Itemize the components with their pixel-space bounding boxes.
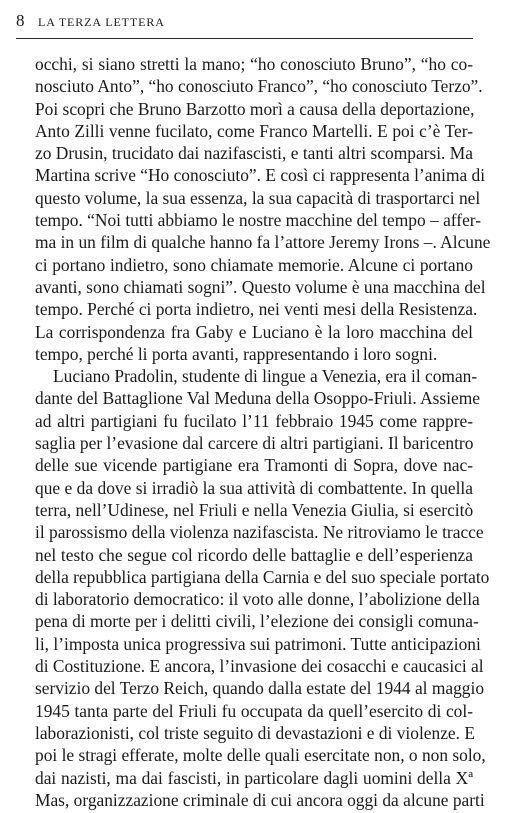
text-line: tempo. Perché ci porta indietro, nei venti mesi della Resistenza.	[35, 299, 478, 320]
text-line: avanti, sono chiamati sogni”. Questo volume è una macchina del	[35, 276, 486, 297]
text-line: pena di morte per i delitti civili, l’elezione dei consigli comuna-	[35, 611, 479, 632]
text-line: occhi, si siano stretti la mano; “ho conosciuto Bruno”, “ho co-	[35, 54, 473, 74]
text-line: di laboratorio democratico: il voto alle donne, l’abolizione della	[35, 589, 480, 610]
text-line: terra, nell’Udinese, nel Friuli e nella Venezia Giulia, si esercitò	[35, 499, 474, 520]
text-line: ad altri partigiani fu fucilato l’11 febbraio 1945 come rappre-	[35, 410, 473, 431]
text-line: nosciuto Anto”, “ho conosciuto Franco”, “ho conosciuto Terzo”.	[35, 76, 483, 97]
paragraph	[35, 365, 490, 811]
running-header-title: LA TERZA LETTERA	[38, 15, 165, 29]
text-line: li, l’imposta unica progressiva sui patrimoni. Tutte anticipazioni	[35, 633, 481, 654]
paragraph	[35, 53, 491, 365]
text-line: Luciano Pradolin, studente di lingue a Venezia, era il coman-	[53, 366, 478, 387]
text-line: servizio del Terzo Reich, quando dalla estate del 1944 al maggio	[35, 678, 485, 699]
running-header	[16, 10, 473, 39]
text-line: Mas, organizzazione criminale di cui ancora oggi da alcune parti	[35, 789, 485, 810]
text-line: tempo, perché li porta avanti, rappresentando i loro sogni.	[35, 343, 438, 364]
text-line: il parossismo della violenza nazifascista. Ne ritroviamo le tracce	[35, 522, 484, 543]
page-number: 8	[16, 11, 25, 30]
text-line: tempo. “Noi tutti abbiamo le nostre macchine del tempo – affer-	[35, 210, 482, 231]
text-line: poi le stragi efferate, molte delle quali esercitate non, o non solo,	[35, 745, 486, 766]
text-line: ma in un film di qualche hanno fa l’attore Jeremy Irons –. Alcune	[35, 232, 491, 253]
text-line: dai nazisti, ma dai fascisti, in particolare dagli uomini della Xª	[35, 767, 473, 788]
text-line: 1945 tanta parte del Friuli fu occupata da quell’esercito di col-	[35, 700, 473, 721]
text-line: di Costituzione. E ancora, l’invasione dei cosacchi e caucasici al	[35, 656, 484, 677]
text-line: Martina scrive “Ho conosciuto”. E così ci rappresenta l’anima di	[35, 165, 486, 186]
text-line: ci portano indietro, sono chiamate memorie. Alcune ci portano	[35, 254, 473, 275]
text-line: zo Drusin, trucidato dai nazifascisti, e tanti altri scomparsi. Ma	[35, 143, 473, 164]
text-line: que e da dove si irradiò la sua attività di combattente. In quella	[35, 477, 473, 498]
text-line: laborazionisti, col triste seguito di devastazioni e di violenze. E	[35, 722, 475, 743]
text-line: questo volume, la sua essenza, la sua capacità di trasportarci nel	[35, 187, 481, 208]
text-line: Poi scopri che Bruno Barzotto morì a causa della deportazione,	[35, 98, 475, 119]
text-line: della repubblica partigiana della Carnia e del suo speciale portato	[35, 566, 490, 587]
text-line: delle sue vicende partigiane era Tramonti di Sopra, dove nac-	[35, 455, 473, 476]
text-line: Anto Zilli venne fucilato, come Franco Martelli. E poi c’è Ter-	[35, 120, 473, 141]
body-text	[35, 53, 491, 811]
text-line: La corrispondenza fra Gaby e Luciano è la loro macchina del	[35, 321, 473, 342]
text-line: dante del Battaglione Val Meduna della Osoppo-Friuli. Assieme	[35, 388, 480, 409]
text-line: nel testo che segue col ricordo delle battaglie e dell’esperienza	[35, 544, 473, 565]
text-line: saglia per l’evasione dal carcere di altri partigiani. Il baricentro	[35, 433, 474, 454]
